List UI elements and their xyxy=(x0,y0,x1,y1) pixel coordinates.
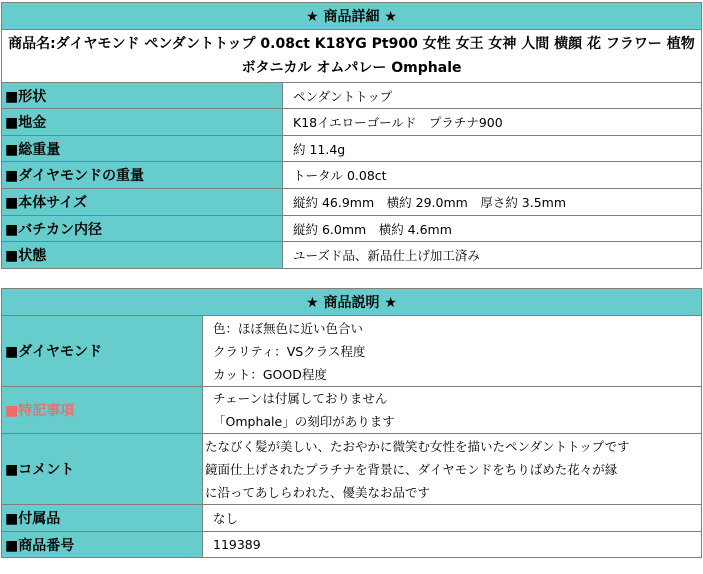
comment-line-1: たなびく髪が美しい、たおやかに微笑む女性を描いたペンダントトップです xyxy=(205,438,630,454)
value-product-number: 119389 xyxy=(203,532,702,558)
label-shape: ■形状 xyxy=(2,83,283,109)
label-comment: ■コメント xyxy=(2,434,203,505)
value-condition: ユーズド品、新品仕上げ加工済み xyxy=(283,242,702,269)
product-detail-table xyxy=(1,2,702,269)
value-special-notes xyxy=(203,387,702,434)
label-bail-size: ■バチカン内径 xyxy=(2,216,283,242)
star-icon: ★ xyxy=(384,9,397,25)
value-total-weight: 約 11.4g xyxy=(283,136,702,162)
comment-line-3: に沿ってあしらわれた、優美なお品です xyxy=(205,484,431,500)
label-metal: ■地金 xyxy=(2,109,283,136)
special-note-chain: チェーンは付属しておりません xyxy=(213,391,388,406)
comment-line-2: 鏡面仕上げされたプラチナを背景に、ダイヤモンドをちりばめた花々が縁 xyxy=(205,461,618,477)
diamond-clarity: クラリティ：VSクラス程度 xyxy=(213,343,366,359)
label-product-number: ■商品番号 xyxy=(2,532,203,558)
diamond-cut: カット：GOOD程度 xyxy=(213,366,327,382)
value-accessories: なし xyxy=(203,505,702,532)
detail-title: 商品詳細 xyxy=(323,9,380,25)
description-header xyxy=(2,289,702,316)
value-bail-size: 縦約 6.0mm 横約 4.6mm xyxy=(283,216,702,242)
label-diamond-weight: ■ダイヤモンドの重量 xyxy=(2,162,283,189)
value-shape: ペンダントトップ xyxy=(283,83,702,109)
product-name: 商品名:ダイヤモンド ペンダントトップ 0.08ct K18YG Pt900 女性 女王 女神 人間 横顔 花 フラワー 植物 ボタニカル オムパレー Omphale xyxy=(2,30,702,83)
description-title: 商品説明 xyxy=(323,295,380,311)
value-diamond xyxy=(203,316,702,387)
value-body-size: 縦約 46.9mm 横約 29.0mm 厚さ約 3.5mm xyxy=(283,189,702,216)
label-body-size: ■本体サイズ xyxy=(2,189,283,216)
label-condition: ■状態 xyxy=(2,242,283,269)
value-comment xyxy=(203,434,702,505)
label-total-weight: ■総重量 xyxy=(2,136,283,162)
star-icon: ★ xyxy=(306,9,319,25)
star-icon: ★ xyxy=(384,295,397,311)
special-note-stamp: 「Omphale」の刻印があります xyxy=(213,414,395,429)
value-metal: K18イエローゴールド プラチナ900 xyxy=(283,109,702,136)
value-diamond-weight: トータル 0.08ct xyxy=(283,162,702,189)
label-special-notes: ■特記事項 xyxy=(2,387,203,434)
star-icon: ★ xyxy=(306,295,319,311)
label-accessories: ■付属品 xyxy=(2,505,203,532)
product-description-table xyxy=(1,288,702,558)
detail-header xyxy=(2,3,702,30)
label-diamond: ■ダイヤモンド xyxy=(2,316,203,387)
diamond-color: 色：ほぼ無色に近い色合い xyxy=(213,320,364,336)
